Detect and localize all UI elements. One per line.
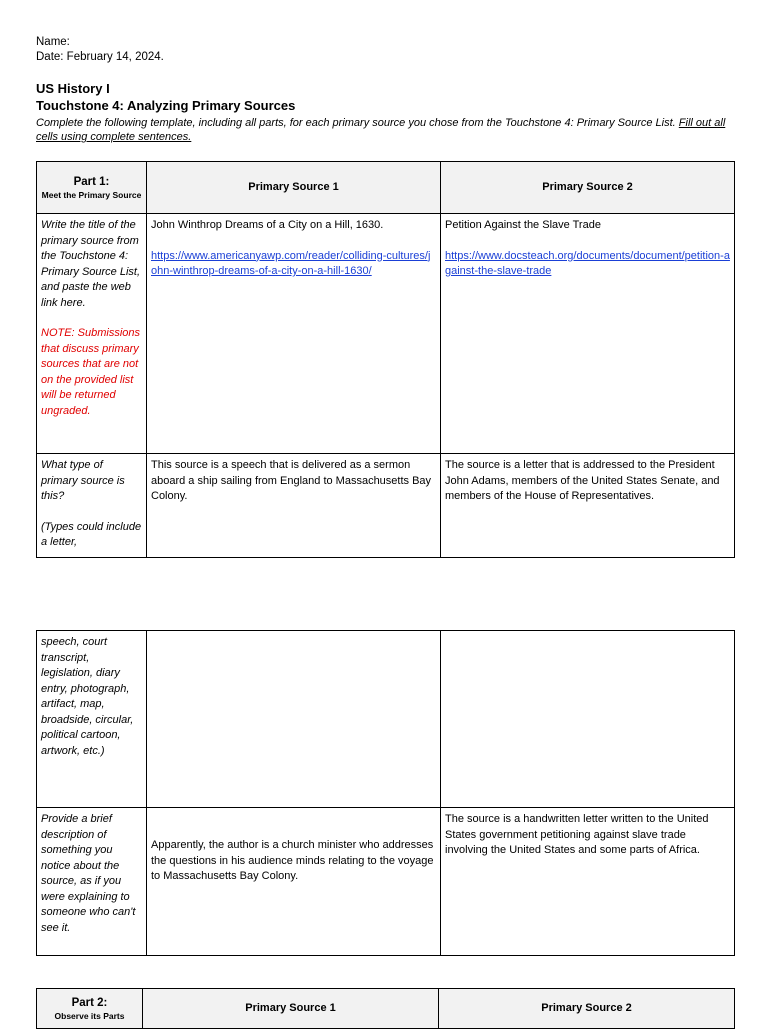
answer-cell-ps2: The source is a letter that is addressed to the President John Adams, members of the United States Senate, and members of the House of Representatives. xyxy=(441,454,735,558)
course-heading xyxy=(36,80,295,114)
table-row xyxy=(37,631,735,808)
part2-subtitle: Observe its Parts xyxy=(54,1010,125,1021)
instructions-underlined: Fill out all cells using complete sentences. xyxy=(36,117,726,143)
part1-header-cell xyxy=(37,162,147,214)
part1-title: Part 1: xyxy=(73,175,110,188)
date-line: Date: February 14, 2024. xyxy=(36,51,164,63)
answer-cell-ps2: The source is a handwritten letter written to the United States government petitioning against slave trade involving the United States and some parts of Africa. xyxy=(441,808,735,956)
part1-col-ps1: Primary Source 1 xyxy=(147,162,441,214)
table-row xyxy=(37,808,735,956)
note-warning: NOTE: Submissions that discuss primary sources that are not on the provided list will be returned ungraded. xyxy=(41,327,141,417)
part1-col-ps2: Primary Source 2 xyxy=(441,162,735,214)
answer-cell-ps2 xyxy=(441,631,735,808)
part2-table xyxy=(36,988,735,1029)
answer-cell-ps2 xyxy=(441,214,735,454)
question-description: Provide a brief description of something you notice about the source, as if you were explaining to someone who can't see it. xyxy=(41,813,136,934)
question-source-type: What type of primary source is this? xyxy=(41,459,125,502)
question-cell xyxy=(37,808,147,956)
ps1-title: John Winthrop Dreams of a City on a Hill, 1630. xyxy=(151,219,384,231)
question-cell xyxy=(37,631,147,808)
course-title: US History I xyxy=(36,81,110,96)
name-label: Name: xyxy=(36,36,70,48)
instructions xyxy=(36,116,736,144)
types-hint-start: (Types could include a letter, xyxy=(41,520,142,548)
document-header xyxy=(36,35,164,65)
ps2-link[interactable]: https://www.docsteach.org/documents/document/petition-against-the-slave-trade xyxy=(445,249,730,277)
answer-cell-ps1 xyxy=(147,214,441,454)
question-title-link: Write the title of the primary source from the Touchstone 4: Primary Source List, and paste the web link here. xyxy=(41,219,141,309)
answer-cell-ps1 xyxy=(147,631,441,808)
part2-header-cell xyxy=(37,989,143,1029)
part1-table-continued xyxy=(36,630,735,956)
part1-subtitle: Meet the Primary Source xyxy=(41,189,142,200)
question-cell xyxy=(37,454,147,558)
part2-col-ps1: Primary Source 1 xyxy=(143,989,439,1029)
answer-cell-ps1: This source is a speech that is delivered as a sermon aboard a ship sailing from England to Massachusetts Bay Colony. xyxy=(147,454,441,558)
part2-col-ps2: Primary Source 2 xyxy=(439,989,735,1029)
assignment-title: Touchstone 4: Analyzing Primary Sources xyxy=(36,98,296,113)
part1-table xyxy=(36,161,735,558)
answer-cell-ps1 xyxy=(147,808,441,956)
types-hint-continued: speech, court transcript, legislation, diary entry, photograph, artifact, map, broadside, circular, political cartoon, artwork, etc.) xyxy=(41,636,134,757)
ps1-description: Apparently, the author is a church minister who addresses the questions in his audience minds relating to the voyage to Massachusetts Bay Colony. xyxy=(151,839,434,883)
question-cell xyxy=(37,214,147,454)
table-row xyxy=(37,214,735,454)
ps1-link[interactable]: https://www.americanyawp.com/reader/colliding-cultures/john-winthrop-dreams-of-a-city-on-a-hill-1630/ xyxy=(151,249,431,277)
ps2-title: Petition Against the Slave Trade xyxy=(445,219,601,231)
instructions-text: Complete the following template, including all parts, for each primary source you chose from the Touchstone 4: Primary Source List. xyxy=(36,117,679,129)
part2-title: Part 2: xyxy=(71,996,108,1009)
table-row xyxy=(37,454,735,558)
